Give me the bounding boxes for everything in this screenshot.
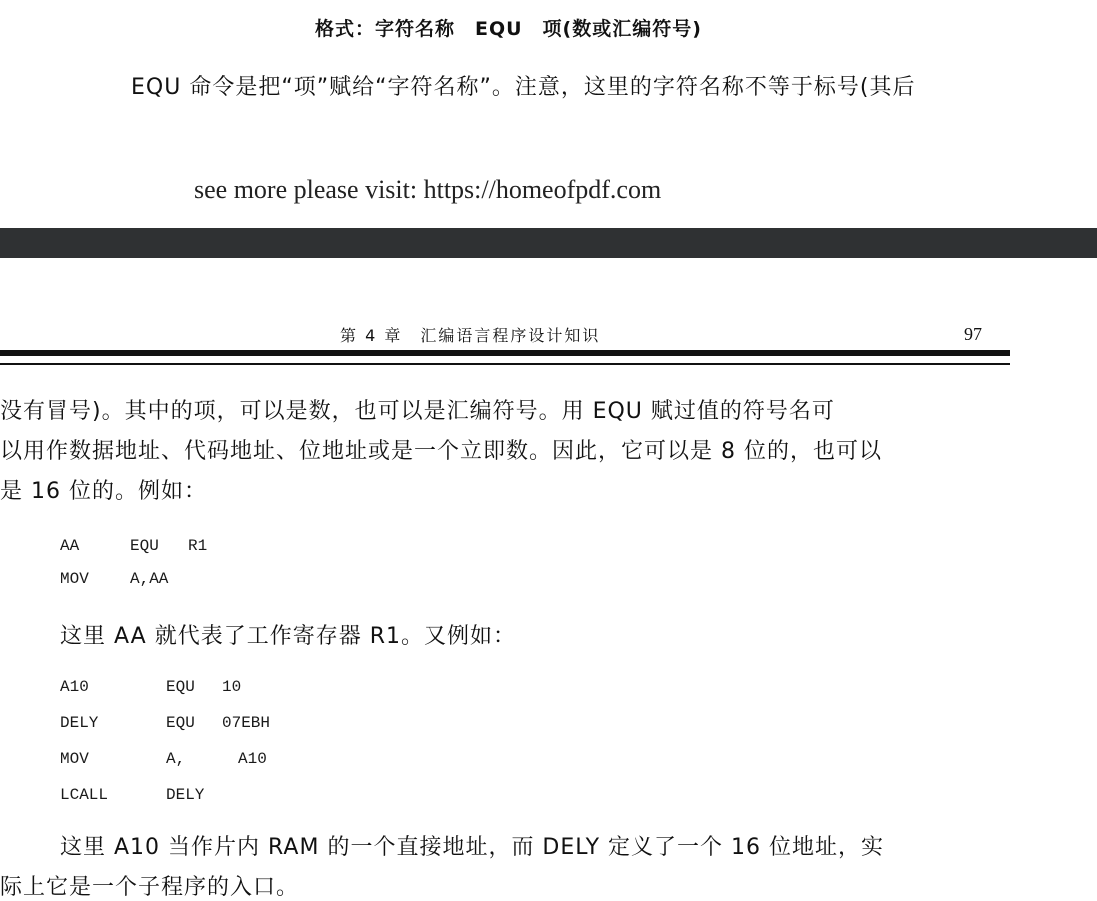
code-label: MOV: [60, 750, 89, 768]
code-op: EQU: [166, 714, 195, 732]
chapter-header: 第 4 章 汇编语言程序设计知识: [340, 326, 601, 345]
code-line: [60, 570, 168, 588]
header-rule-thin: [0, 363, 1010, 365]
page-number: 97: [964, 324, 982, 344]
body-paragraph-1: 没有冒号)。其中的项，可以是数，也可以是汇编符号。用 EQU 赋过值的符号名可: [0, 399, 835, 424]
body-paragraph-3: 是 16 位的。例如：: [0, 479, 207, 504]
watermark-text: see more please visit: https://homeofpdf.com: [194, 175, 662, 204]
code-op: A,: [166, 750, 186, 768]
code-label: LCALL: [60, 786, 109, 804]
body-paragraph-6: 际上它是一个子程序的入口。: [0, 875, 300, 900]
code-line: [60, 537, 207, 555]
header-rule-thick: [0, 350, 1010, 356]
code-label: AA: [60, 537, 80, 555]
code-line: [60, 714, 270, 732]
top-paragraph: EQU 命令是把“项”赋给“字符名称”。注意，这里的字符名称不等于标号(其后: [131, 75, 916, 100]
code-op: EQU: [130, 537, 159, 555]
code-label: DELY: [60, 714, 99, 732]
code-op: EQU: [166, 678, 195, 696]
page-divider-band: [0, 228, 1097, 258]
code-arg: 07EBH: [222, 714, 271, 732]
page-gap: [0, 258, 1097, 298]
body-paragraph-5: 这里 A10 当作片内 RAM 的一个直接地址，而 DELY 定义了一个 16 位地址，实: [60, 835, 885, 860]
code-op: A,AA: [130, 570, 169, 588]
code-op: DELY: [166, 786, 205, 804]
code-label: A10: [60, 678, 89, 696]
code-line: [60, 786, 204, 804]
code-arg: A10: [238, 750, 267, 768]
body-paragraph-2: 以用作数据地址、代码地址、位地址或是一个立即数。因此，它可以是 8 位的，也可以: [0, 439, 882, 464]
body-paragraph-4: 这里 AA 就代表了工作寄存器 R1。又例如：: [60, 624, 516, 649]
code-line: [60, 678, 241, 696]
code-label: MOV: [60, 570, 89, 588]
code-arg: 10: [222, 678, 242, 696]
format-line: 格式：字符名称 EQU 项(数或汇编符号): [315, 18, 702, 40]
code-line: [60, 750, 267, 768]
code-arg: R1: [188, 537, 208, 555]
